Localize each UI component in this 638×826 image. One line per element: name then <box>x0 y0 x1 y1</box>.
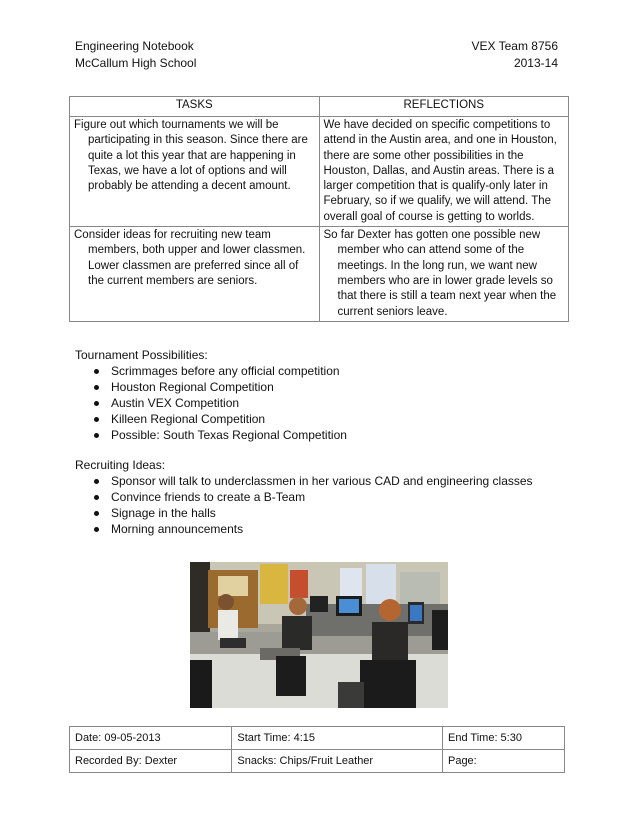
table-row <box>70 117 569 227</box>
table-row <box>70 227 569 322</box>
list-item: Scrimmages before any official competition <box>111 363 347 379</box>
notebook-title: Engineering Notebook <box>75 39 194 53</box>
list-item: Morning announcements <box>111 521 533 537</box>
list-item: Convince friends to create a B-Team <box>111 489 533 505</box>
list-item: Houston Regional Competition <box>111 379 347 395</box>
tasks-reflections-table <box>69 96 569 322</box>
snacks: Snacks: Chips/Fruit Leather <box>232 750 443 773</box>
list-item: Sponsor will talk to underclassmen in her various CAD and engineering classes <box>111 474 533 488</box>
team-name: VEX Team 8756 <box>471 39 558 53</box>
team-meeting-photo <box>190 562 448 708</box>
session-start-time: Start Time: 4:15 <box>232 727 443 750</box>
recruiting-section <box>75 457 533 537</box>
list-item: Possible: South Texas Regional Competition <box>111 428 347 442</box>
task-cell: Consider ideas for recruiting new team members, both upper and lower classmen. Lower classmen are preferred since all of the current members are seniors. <box>70 227 320 322</box>
document-header-right <box>471 38 558 72</box>
recorded-by: Recorded By: Dexter <box>70 750 232 773</box>
session-end-time: End Time: 5:30 <box>442 727 564 750</box>
reflection-cell: We have decided on specific competitions to attend in the Austin area, and one in Houston, there are some other possibilities in the Houston, Dallas, and Austin areas. There is a larger competition that is qualify-only later in February, so if we qualify, we will attend. The overall goal of course is getting to worlds. <box>319 117 569 227</box>
task-cell: Figure out which tournaments we will be participating in this season. Since there are quite a lot this year that are happening in Texas, we have a lot of options and will probably be attending a decent amount. <box>70 117 320 227</box>
list-item: Austin VEX Competition <box>111 395 347 411</box>
reflections-column-header: REFLECTIONS <box>319 97 569 117</box>
list-item: Killeen Regional Competition <box>111 411 347 427</box>
document-header-left <box>75 38 196 72</box>
school-name: McCallum High School <box>75 56 197 70</box>
tournament-list <box>75 363 347 443</box>
session-info-table <box>69 726 565 773</box>
recruiting-heading: Recruiting Ideas: <box>75 458 166 472</box>
recruiting-list <box>75 473 533 537</box>
list-item: Signage in the halls <box>111 505 533 521</box>
session-date: Date: 09-05-2013 <box>70 727 232 750</box>
page-number: Page: <box>442 750 564 773</box>
season-year: 2013-14 <box>513 56 558 70</box>
reflection-cell: So far Dexter has gotten one possible new member who can attend some of the meetings. In the long run, we want new members who are in lower grade levels so that there is still a team next year when the current seniors leave. <box>319 227 569 322</box>
tasks-column-header: TASKS <box>70 97 320 117</box>
tournament-heading: Tournament Possibilities: <box>75 348 208 362</box>
tournament-section <box>75 347 347 443</box>
